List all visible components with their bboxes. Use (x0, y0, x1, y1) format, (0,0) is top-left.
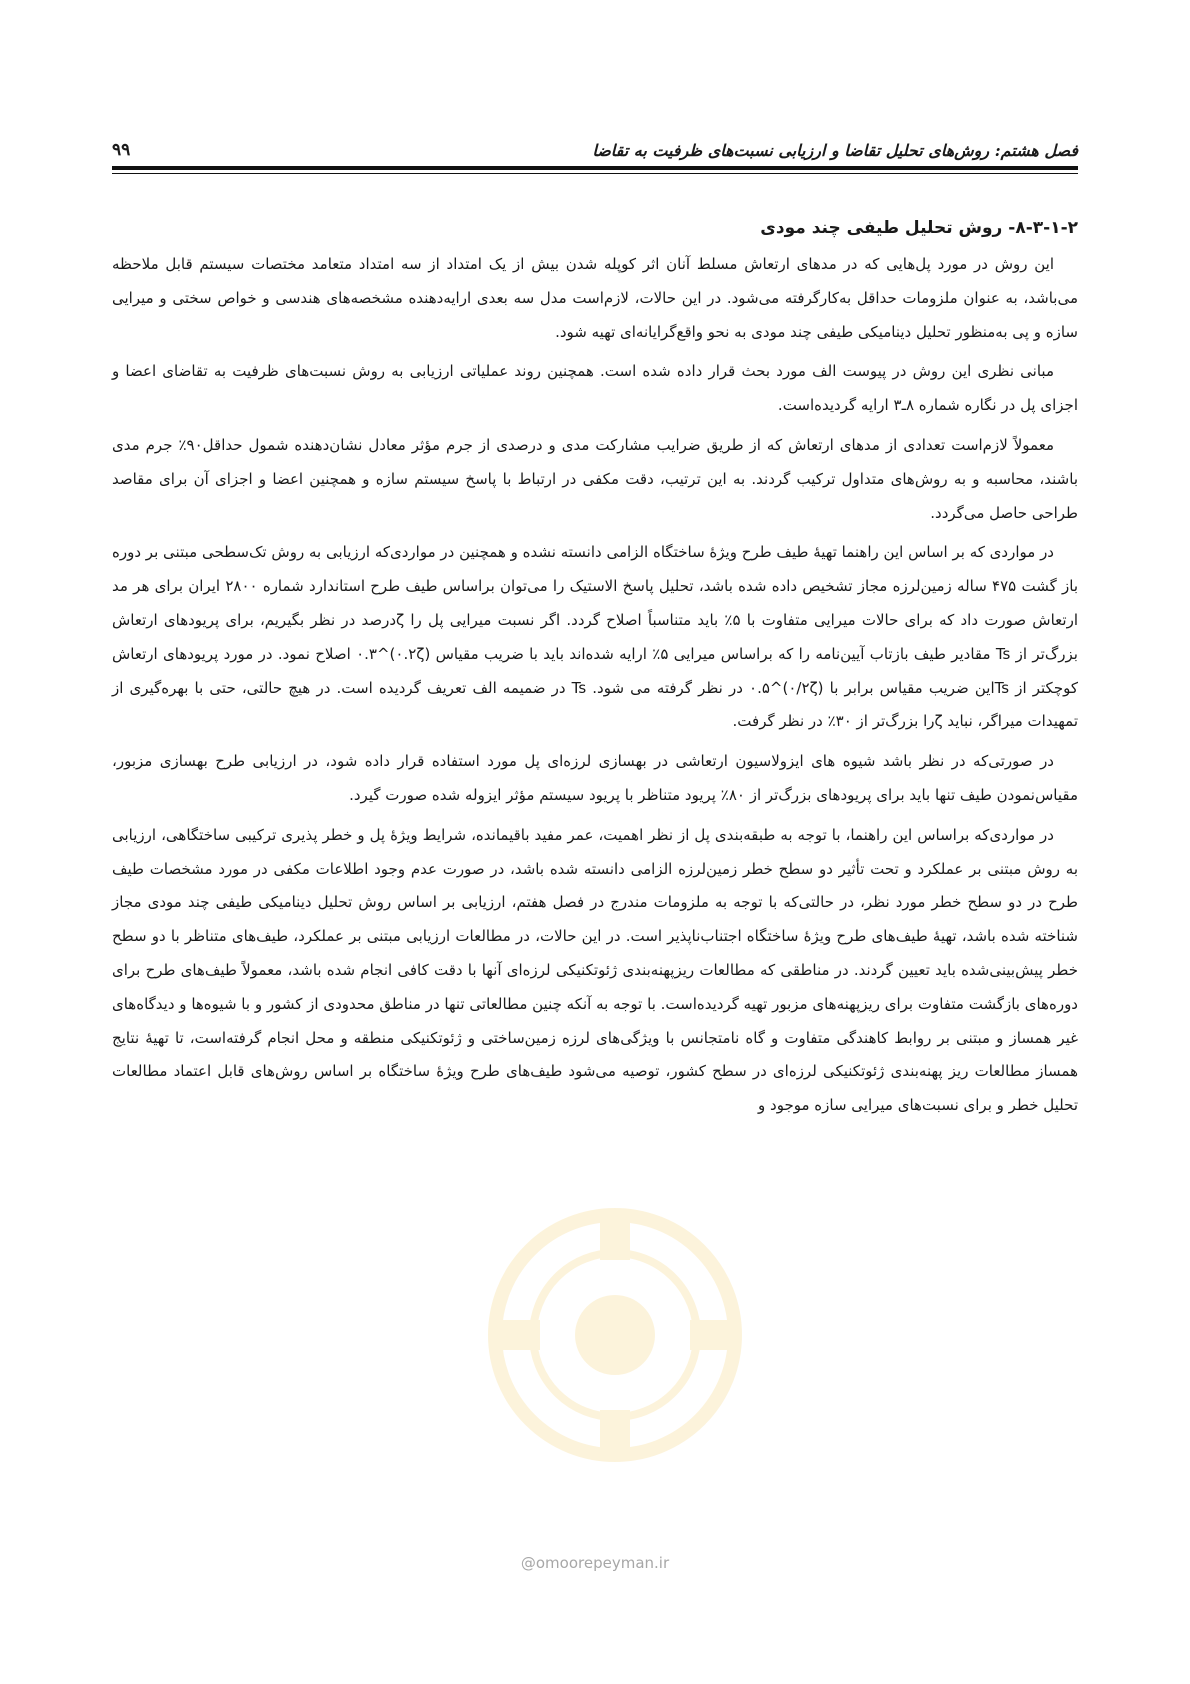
paragraph: مبانی نظری این روش در پیوست الف مورد بحث قرار داده شده است. همچنین روند عملیاتی ارزیابی به روش نسبت‌های ظرفیت به تقاضای اعضا و اجزای پل در نگاره شماره ۸ـ۳ ارایه گردیده‌است. (112, 362, 1078, 415)
watermark-text: @omoorepeyman.ir (520, 1554, 670, 1572)
paragraph: این روش در مورد پل‌هایی که در مدهای ارتعاش مسلط آنان اثر کوپله شدن بیش از یک امتداد از سه امتداد متعامد مختصات سیستم قابل ملاحظه می‌باشد، به عنوان ملزومات حداقل به‌کارگرفته می‌شود. در این حالات، لازم‌است مدل سه بعدی ارایه‌دهنده مشخصه‌های هندسی و خواص سختی و میرایی سازه و پی به‌منظور تحلیل دینامیکی طیفی چند مودی به نحو واقع‌گرایانه‌ای تهیه شود. (112, 255, 1078, 341)
header-rule-thin (112, 173, 1078, 174)
header-rule-thick (112, 166, 1078, 170)
page-number: ۹۹ (112, 140, 131, 160)
paragraph: در مواردی‌که براساس این راهنما، با توجه به طبقه‌بندی پل از نظر اهمیت، عمر مفید باقیمانده، شرایط ویژهٔ پل و خطر پذیری ترکیبی ساختگاهی، ارزیابی به روش مبتنی بر عملکرد و تحت تأثیر دو سطح خطر زمین‌لرزه الزامی دانسته شده باشد، در صورت عدم وجود اطلاعات مکفی در مورد مشخصات طیف طرح در دو سطح خطر مورد نظر، در حالتی‌که با توجه به ملزومات مندرج در فصل هفتم، ارزیابی بر اساس روش تحلیل دینامیکی طیفی چند مودی مجاز شناخته شده باشد، تهیهٔ طیف‌های طرح ویژهٔ ساختگاه اجتناب‌ناپذیر است. در این حالات، در مطالعات ارزیابی مبتنی بر عملکرد، طیف‌های متناظر با دو سطح خطر پیش‌بینی‌شده باید تعیین گردند. در مناطقی که مطالعات ریزپهنه‌بندی ژئوتکنیکی لرزه‌ای آنها با دقت کافی انجام شده باشد، معمولاً طیف‌های طرح برای دوره‌های بازگشت متفاوت برای ریزپهنه‌های مزبور تهیه گردیده‌است. با توجه به آنکه چنین مطالعاتی تنها در مناطق محدودی از کشور و با شیوه‌ها و دیدگاه‌های غیر همساز و مبتنی بر روابط کاهندگی متفاوت و گاه نامتجانس با ویژگی‌های لرزه زمین‌ساختی و ژئوتکنیکی منطقه و محل انجام گرفته‌است، تا تهیهٔ نتایج همساز مطالعات ریز پهنه‌بندی ژئوتکنیکی لرزه‌ای در سطح کشور، توصیه می‌شود طیف‌های طرح ویژهٔ ساختگاه بر اساس روش‌های قابل اعتماد مطالعات تحلیل خطر و برای نسبت‌های میرایی سازه موجود و (112, 825, 1078, 1115)
paragraph: معمولاً لازم‌است تعدادی از مدهای ارتعاش که از طریق ضرایب مشارکت مدی و درصدی از جرم مؤثر معادل نشان‌دهنده شمول حداقل۹۰٪ جرم مدی باشند، محاسبه و به روش‌های متداول ترکیب گردند. به این ترتیب، دقت مکفی در ارتباط با پاسخ سیستم سازه و همچنین اعضا و اجزای آن برای مقاصد طراحی حاصل می‌گردد. (112, 435, 1078, 522)
page-header (112, 128, 1078, 160)
paragraph: در صورتی‌که در نظر باشد شیوه های ایزولاسیون ارتعاشی در بهسازی لرزه‌ای پل مورد استفاده قرار داده شود، در ارزیابی طرح بهسازی مزبور، مقیاس‌نمودن طیف تنها باید برای پریودهای بزرگ‌تر از ۸۰٪ پریود متناظر با پریود سیستم مؤثر ایزوله شده صورت گیرد. (112, 752, 1078, 804)
section-heading: ۸-۳-۱-۲- روش تحلیل طیفی چند مودی (760, 218, 1078, 238)
running-title: فصل هشتم: روش‌های تحلیل تقاضا و ارزیابی نسبت‌های ظرفیت به تقاضا (592, 141, 1078, 160)
main-content (112, 212, 1078, 1123)
watermark-logo-icon (480, 1200, 750, 1470)
paragraph: در مواردی که بر اساس این راهنما تهیهٔ طیف طرح ویژهٔ ساختگاه الزامی دانسته نشده و همچنین در مواردی‌که ارزیابی به روش تک‌سطحی مبتنی بر دوره باز گشت ۴۷۵ ساله زمین‌لرزه مجاز تشخیص داده شده باشد، تحلیل پاسخ الاستیک را می‌توان براساس طیف طرح استاندارد شماره ۲۸۰۰ ایران برای هر مد ارتعاش صورت داد که برای حالات میرایی متفاوت با ۵٪ باید متناسباً اصلاح گردد. اگر نسبت میرایی پل را ζدرصد در نظر بگیریم، برای پریودهای ارتعاش بزرگ‌تر از Ts مقادیر طیف بازتاب آیین‌نامه را که براساس میرایی ۵٪ ارایه شده‌اند باید با ضریب مقیاس (۰.۲ζ)^۰.۳ اصلاح نمود. در مورد پریودهای ارتعاش کوچکتر از Tsاین ضریب مقیاس برابر با (۰/۲ζ)^۰.۵ در نظر گرفته می شود. Ts در ضمیمه الف تعریف گردیده است. در هیچ حالتی، حتی با بهره‌گیری از تمهیدات میراگر، نباید ζرا بزرگ‌تر از ۳۰٪ در نظر گرفت. (112, 543, 1079, 731)
